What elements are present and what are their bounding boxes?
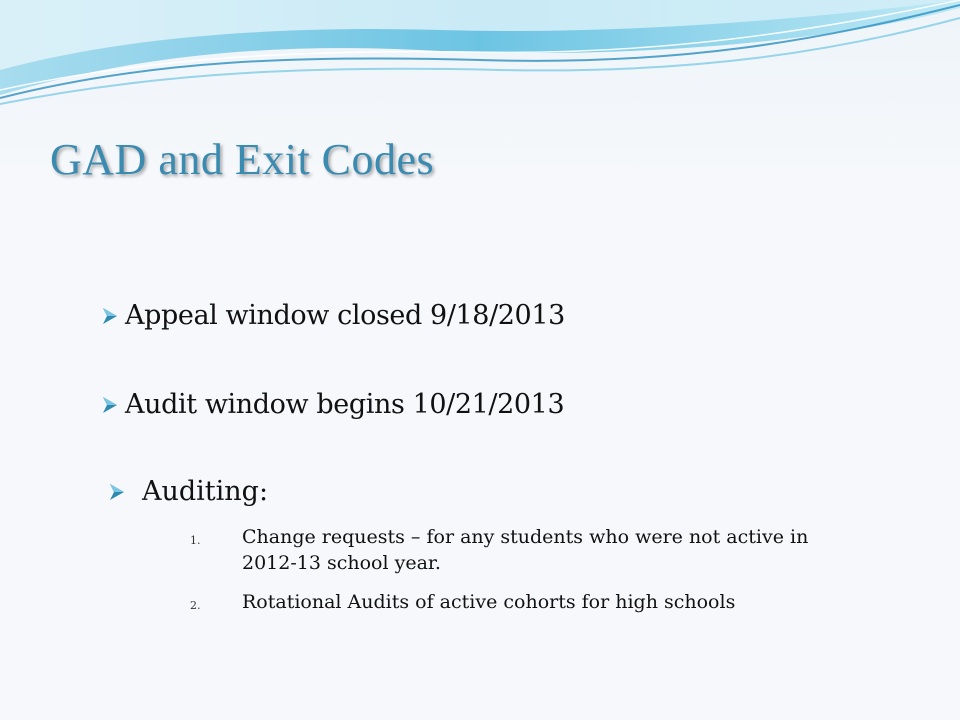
bullet-text: Auditing: xyxy=(142,476,269,507)
arrow-bullet-icon xyxy=(110,484,124,500)
bullet-appeal-window xyxy=(103,300,565,331)
item-number: 2. xyxy=(190,599,201,612)
slide-title: GAD and Exit Codes xyxy=(50,135,435,184)
bullet-text: Audit window begins 10/21/2013 xyxy=(125,389,565,420)
header-wave-decoration xyxy=(0,0,960,120)
numbered-item-change-requests xyxy=(190,524,890,576)
item-text: Change requests – for any students who were not active in 2012-13 school year. xyxy=(242,526,809,574)
arrow-bullet-icon xyxy=(103,397,117,413)
arrow-bullet-icon xyxy=(103,308,117,324)
bullet-audit-window xyxy=(103,389,564,420)
numbered-item-rotational-audits xyxy=(190,589,890,615)
bullet-text: Appeal window closed 9/18/2013 xyxy=(125,300,565,331)
item-text: Rotational Audits of active cohorts for high schools xyxy=(242,591,736,613)
bullet-auditing xyxy=(110,476,268,507)
item-number: 1. xyxy=(190,534,201,547)
